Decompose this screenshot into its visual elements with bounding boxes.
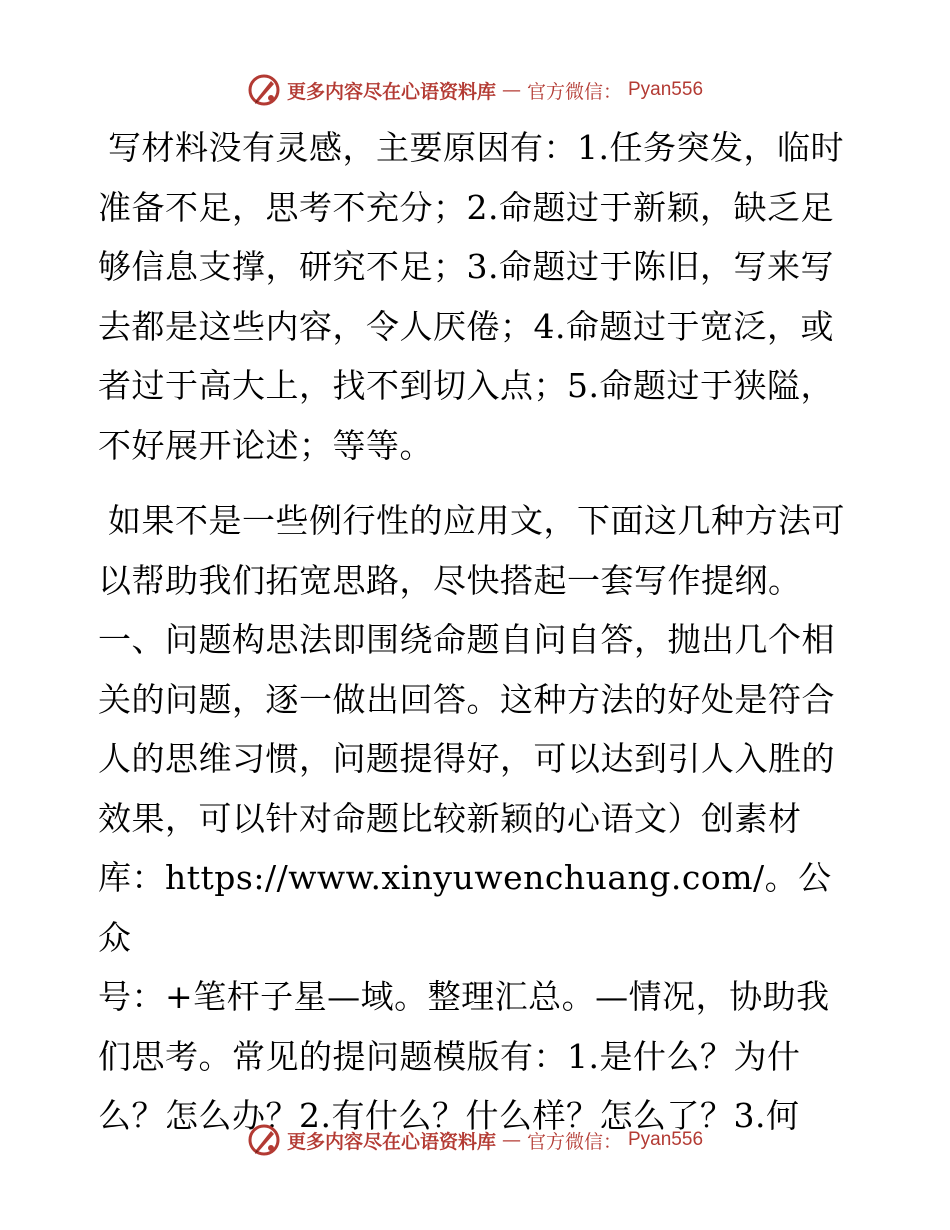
header-banner-text: 更多内容尽在心语资料库 — [286, 80, 496, 103]
footer-banner-text: 更多内容尽在心语资料库 — [286, 1130, 496, 1153]
quill-logo-icon — [247, 1123, 281, 1157]
footer-banner-inner — [247, 1123, 703, 1157]
footer-banner — [0, 1120, 950, 1160]
header-banner-inner — [247, 73, 703, 107]
header-banner-dash: — — [501, 79, 521, 101]
document-body — [98, 118, 850, 1146]
paragraph-2: 如果不是一些例行性的应用文，下面这几种方法可以帮助我们拓宽思路，尽快搭起一套写作提纲。一、问题构思法即围绕命题自问自答，抛出几个相关的问题，逐一做出回答。这种方法的好处是符合人的思维习惯，问题提得好，可以达到引人入胜的效果，可以针对命题比较新颖的心语文）创素材库：https://www.xinyuwenchuang.com/。公众 — [98, 501, 845, 957]
footer-banner-dash: — — [501, 1129, 521, 1151]
quill-logo-icon — [247, 73, 281, 107]
header-banner — [0, 70, 950, 110]
footer-wechat-label: 官方微信： — [526, 1130, 622, 1153]
footer-wechat-id: Pyan556 — [628, 1129, 704, 1150]
paragraph-1: 写材料没有灵感，主要原因有：1.任务突发，临时准备不足，思考不充分；2.命题过于新颖，缺乏足够信息支撑，研究不足；3.命题过于陈旧，写来写去都是这些内容，令人厌倦；4.命题过于宽泛，或者过于高大上，找不到切入点；5.命题过于狭隘，不好展开论述；等等。 — [98, 128, 844, 465]
header-wechat-id: Pyan556 — [628, 79, 704, 100]
paragraph-2-continued: 号：+笔杆子星—域。整理汇总。—情况，协助我们思考。常见的提问题模版有：1.是什么？为什么？怎么办？2.有什么？什么样？怎么了？3.何 — [98, 977, 830, 1135]
header-wechat-label: 官方微信： — [526, 80, 622, 103]
